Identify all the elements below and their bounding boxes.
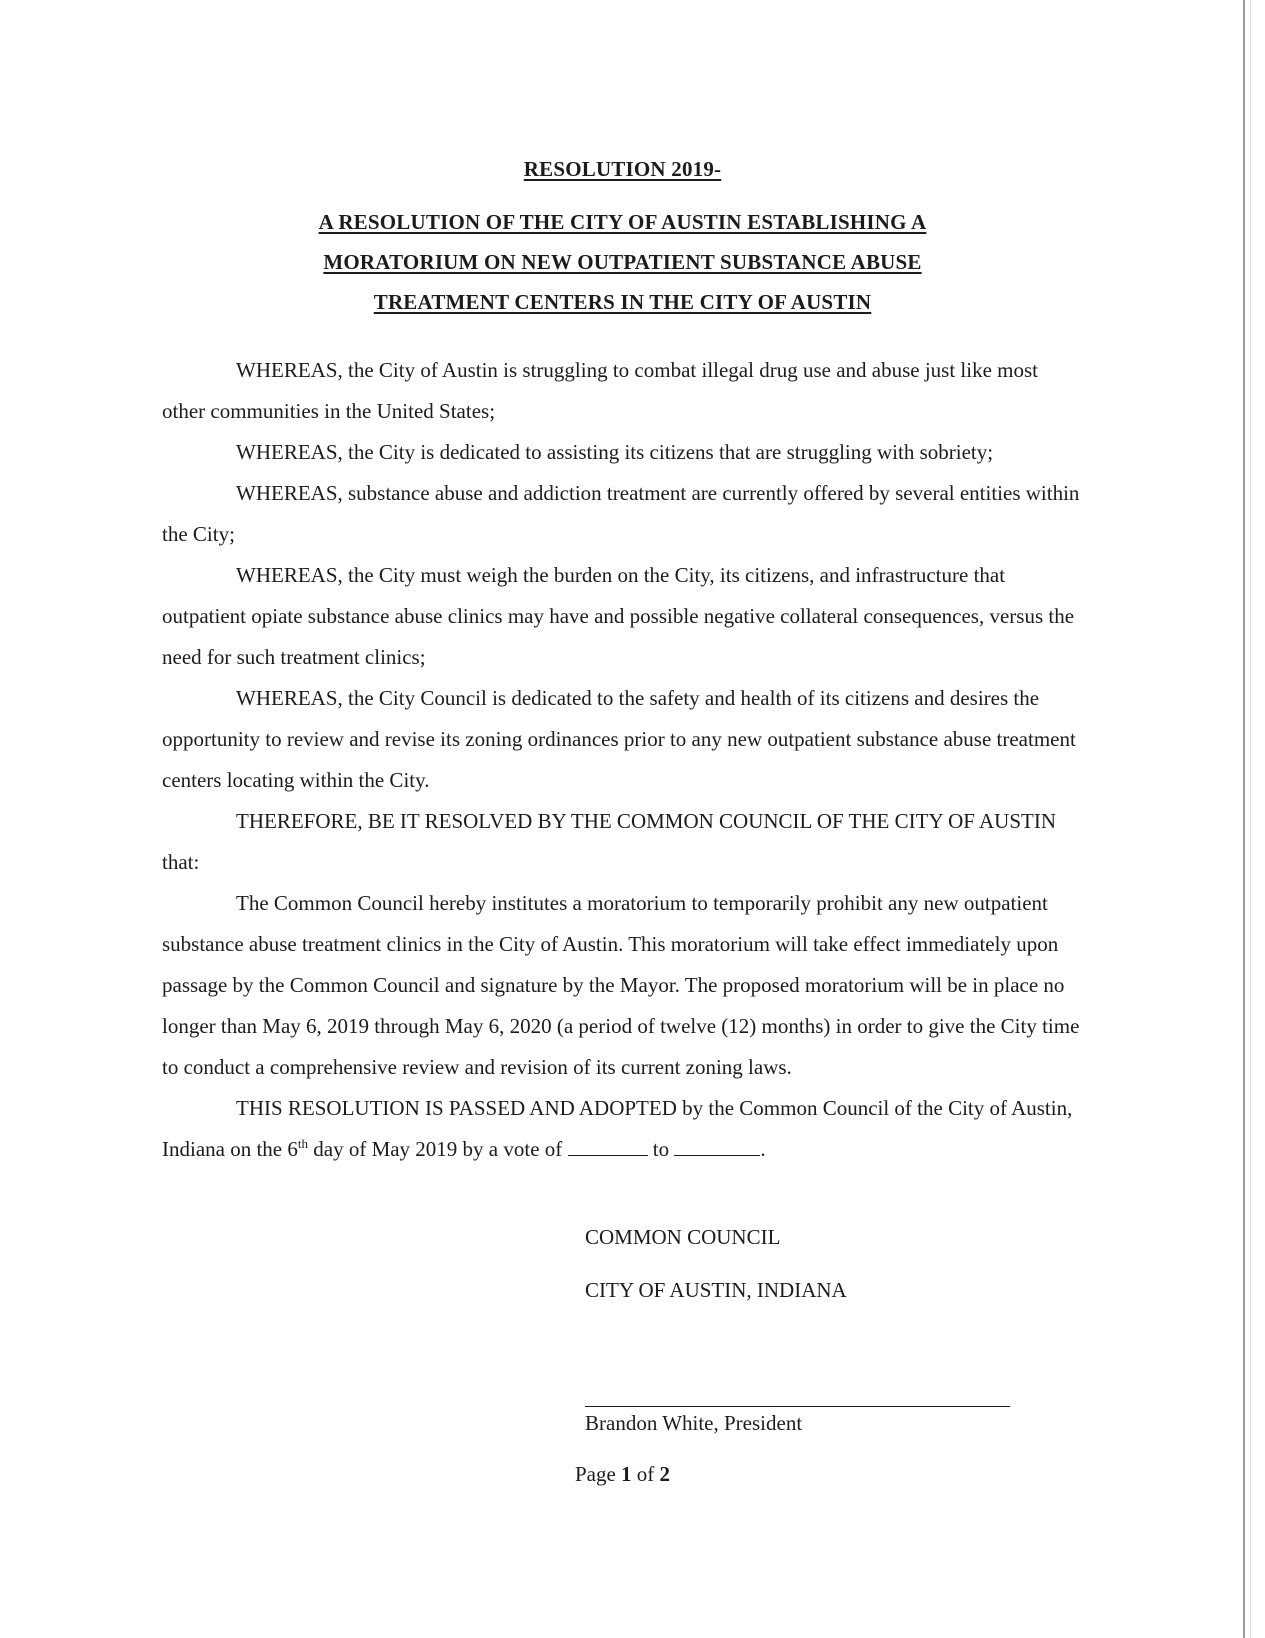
vote-against-blank <box>674 1137 760 1156</box>
page-current: 1 <box>621 1462 632 1486</box>
signer-name: Brandon White, President <box>585 1411 803 1435</box>
page-number <box>0 1462 1245 1487</box>
signature-body-line-2: CITY OF AUSTIN, INDIANA <box>585 1278 847 1302</box>
whereas-paragraph-4: WHEREAS, the City must weigh the burden on the City, its citizens, and infrastructure that outpatient opiate substance abuse clinics may have and possible negative collateral consequences, versus the need for such treatment clinics; <box>162 563 1075 669</box>
therefore-paragraph: THEREFORE, BE IT RESOLVED BY THE COMMON COUNCIL OF THE CITY OF AUSTIN that: <box>162 809 1057 874</box>
title-line-1: A RESOLUTION OF THE CITY OF AUSTIN ESTABLISHING A <box>318 210 927 234</box>
whereas-paragraph-3: WHEREAS, substance abuse and addiction treatment are currently offered by several entities within the City; <box>162 481 1080 546</box>
page-total: 2 <box>659 1462 671 1486</box>
moratorium-paragraph: The Common Council hereby institutes a moratorium to temporarily prohibit any new outpatient substance abuse treatment clinics in the City of Austin. This moratorium will take effect immediately upon passage by the Common Council and signature by the Mayor. The proposed moratorium will be in place no longer than May 6, 2019 through May 6, 2020 (a period of twelve (12) months) in order to give the City time to conduct a comprehensive review and revision of its current zoning laws. <box>162 891 1080 1079</box>
adoption-end: . <box>760 1137 766 1161</box>
adoption-superscript: th <box>297 1136 308 1151</box>
whereas-paragraph-5: WHEREAS, the City Council is dedicated to the safety and health of its citizens and desires the opportunity to review and revise its zoning ordinances prior to any new outpatient substance abuse treatment centers locating within the City. <box>162 686 1076 792</box>
scan-edge-faint <box>1250 0 1251 1638</box>
resolution-body <box>162 350 1082 1170</box>
signature-line <box>585 1406 1010 1407</box>
adoption-to: to <box>647 1137 675 1161</box>
adoption-lead: THIS RESOLUTION IS PASSED AND ADOPTED by the Common Council of the City of Austin, Indiana on the 6 <box>162 1096 1073 1161</box>
adoption-paragraph <box>162 1088 1082 1170</box>
whereas-paragraph-1: WHEREAS, the City of Austin is struggling to combat illegal drug use and abuse just like most other communities in the United States; <box>162 358 1039 423</box>
page-middle: of <box>631 1462 660 1486</box>
whereas-paragraph-2: WHEREAS, the City is dedicated to assisting its citizens that are struggling with sobriety; <box>236 440 994 464</box>
signature-body-line-1: COMMON COUNCIL <box>585 1225 781 1249</box>
title-line-3: TREATMENT CENTERS IN THE CITY OF AUSTIN <box>373 290 872 314</box>
resolution-number: RESOLUTION 2019- <box>523 157 722 181</box>
vote-for-blank <box>568 1137 648 1156</box>
page-prefix: Page <box>574 1462 622 1486</box>
adoption-middle: day of May 2019 by a vote of <box>308 1137 568 1161</box>
title-line-2: MORATORIUM ON NEW OUTPATIENT SUBSTANCE ABUSE <box>323 250 922 274</box>
scan-edge <box>1243 0 1245 1638</box>
